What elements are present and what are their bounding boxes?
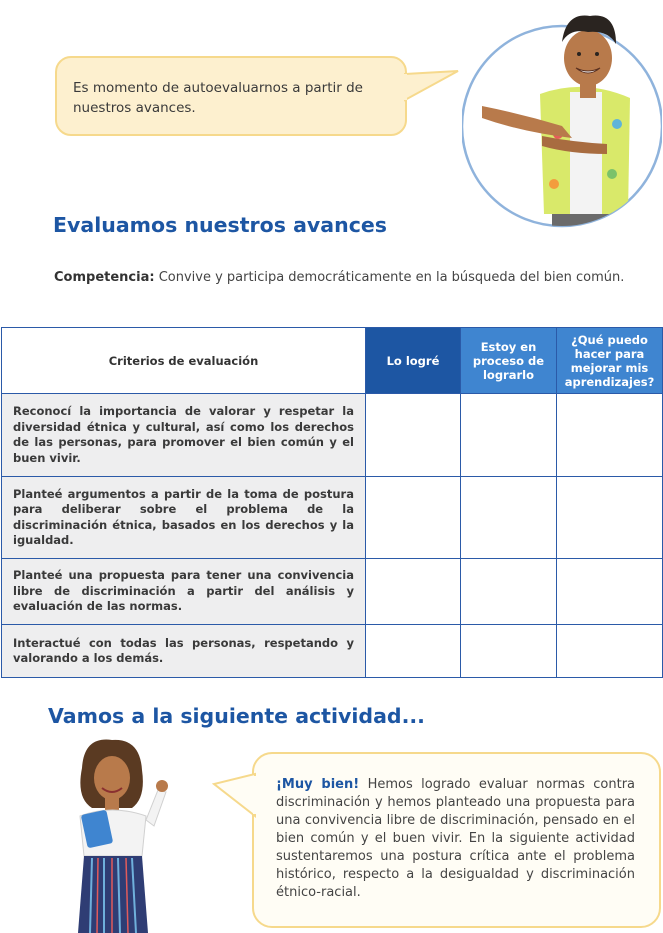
- header-improve: ¿Qué puedo hacer para mejorar mis aprendizajes?: [557, 328, 663, 394]
- closing-bubble-tail: [212, 770, 256, 822]
- competencia-label: Competencia:: [54, 270, 155, 285]
- closing-speech-bold: ¡Muy bien!: [276, 777, 360, 792]
- achieved-cell[interactable]: [366, 477, 461, 559]
- intro-bubble-tail: [404, 70, 460, 110]
- table-row: [2, 477, 663, 559]
- improve-cell[interactable]: [557, 625, 663, 678]
- closing-speech-text: Hemos logrado evaluar normas contra discriminación y hemos planteado una propuesta para una convivencia libre de discriminación, pensado en el bien común y el buen vivir. En la siguiente actividad sustentaremos una postura crítica ante el problema histórico, respecto a la desigualdad y discriminación étnico-racial.: [276, 777, 636, 900]
- header-criteria: Criterios de evaluación: [2, 328, 366, 394]
- table-row: [2, 559, 663, 625]
- table-row: [2, 625, 663, 678]
- competencia-paragraph: [54, 268, 662, 288]
- in-progress-cell[interactable]: [461, 477, 557, 559]
- competencia-text: Convive y participa democráticamente en la búsqueda del bien común.: [158, 270, 625, 285]
- criterion-4: Interactué con todas las personas, respetando y valorando a los demás.: [2, 625, 366, 678]
- header-in-progress: Estoy en proceso de lograrlo: [461, 328, 557, 394]
- intro-speech-text: Es momento de autoevaluarnos a partir de nuestros avances.: [73, 80, 363, 116]
- criterion-3: Planteé una propuesta para tener una convivencia libre de discriminación a partir del análisis y evaluación de las normas.: [2, 559, 366, 625]
- achieved-cell[interactable]: [366, 625, 461, 678]
- header-achieved: Lo logré: [366, 328, 461, 394]
- boy-pointing-illustration: [462, 14, 662, 232]
- achieved-cell[interactable]: [366, 394, 461, 477]
- improve-cell[interactable]: [557, 559, 663, 625]
- table-header-row: [2, 328, 663, 394]
- criterion-2: Planteé argumentos a partir de la toma de postura para deliberar sobre el problema de la discriminación étnica, basados en los derechos y la igualdad.: [2, 477, 366, 559]
- evaluation-table: [1, 327, 663, 678]
- section-title: Evaluamos nuestros avances: [53, 213, 387, 237]
- criterion-1: Reconocí la importancia de valorar y respetar la diversidad étnica y cultural, así como los derechos de las personas, para promover el bien común y el buen vivir.: [2, 394, 366, 477]
- table-row: [2, 394, 663, 477]
- in-progress-cell[interactable]: [461, 559, 557, 625]
- intro-speech-bubble: [55, 56, 407, 136]
- in-progress-cell[interactable]: [461, 394, 557, 477]
- next-activity-title: Vamos a la siguiente actividad...: [48, 704, 425, 728]
- improve-cell[interactable]: [557, 394, 663, 477]
- closing-speech-bubble: [252, 752, 661, 928]
- improve-cell[interactable]: [557, 477, 663, 559]
- in-progress-cell[interactable]: [461, 625, 557, 678]
- girl-illustration: [62, 738, 182, 933]
- achieved-cell[interactable]: [366, 559, 461, 625]
